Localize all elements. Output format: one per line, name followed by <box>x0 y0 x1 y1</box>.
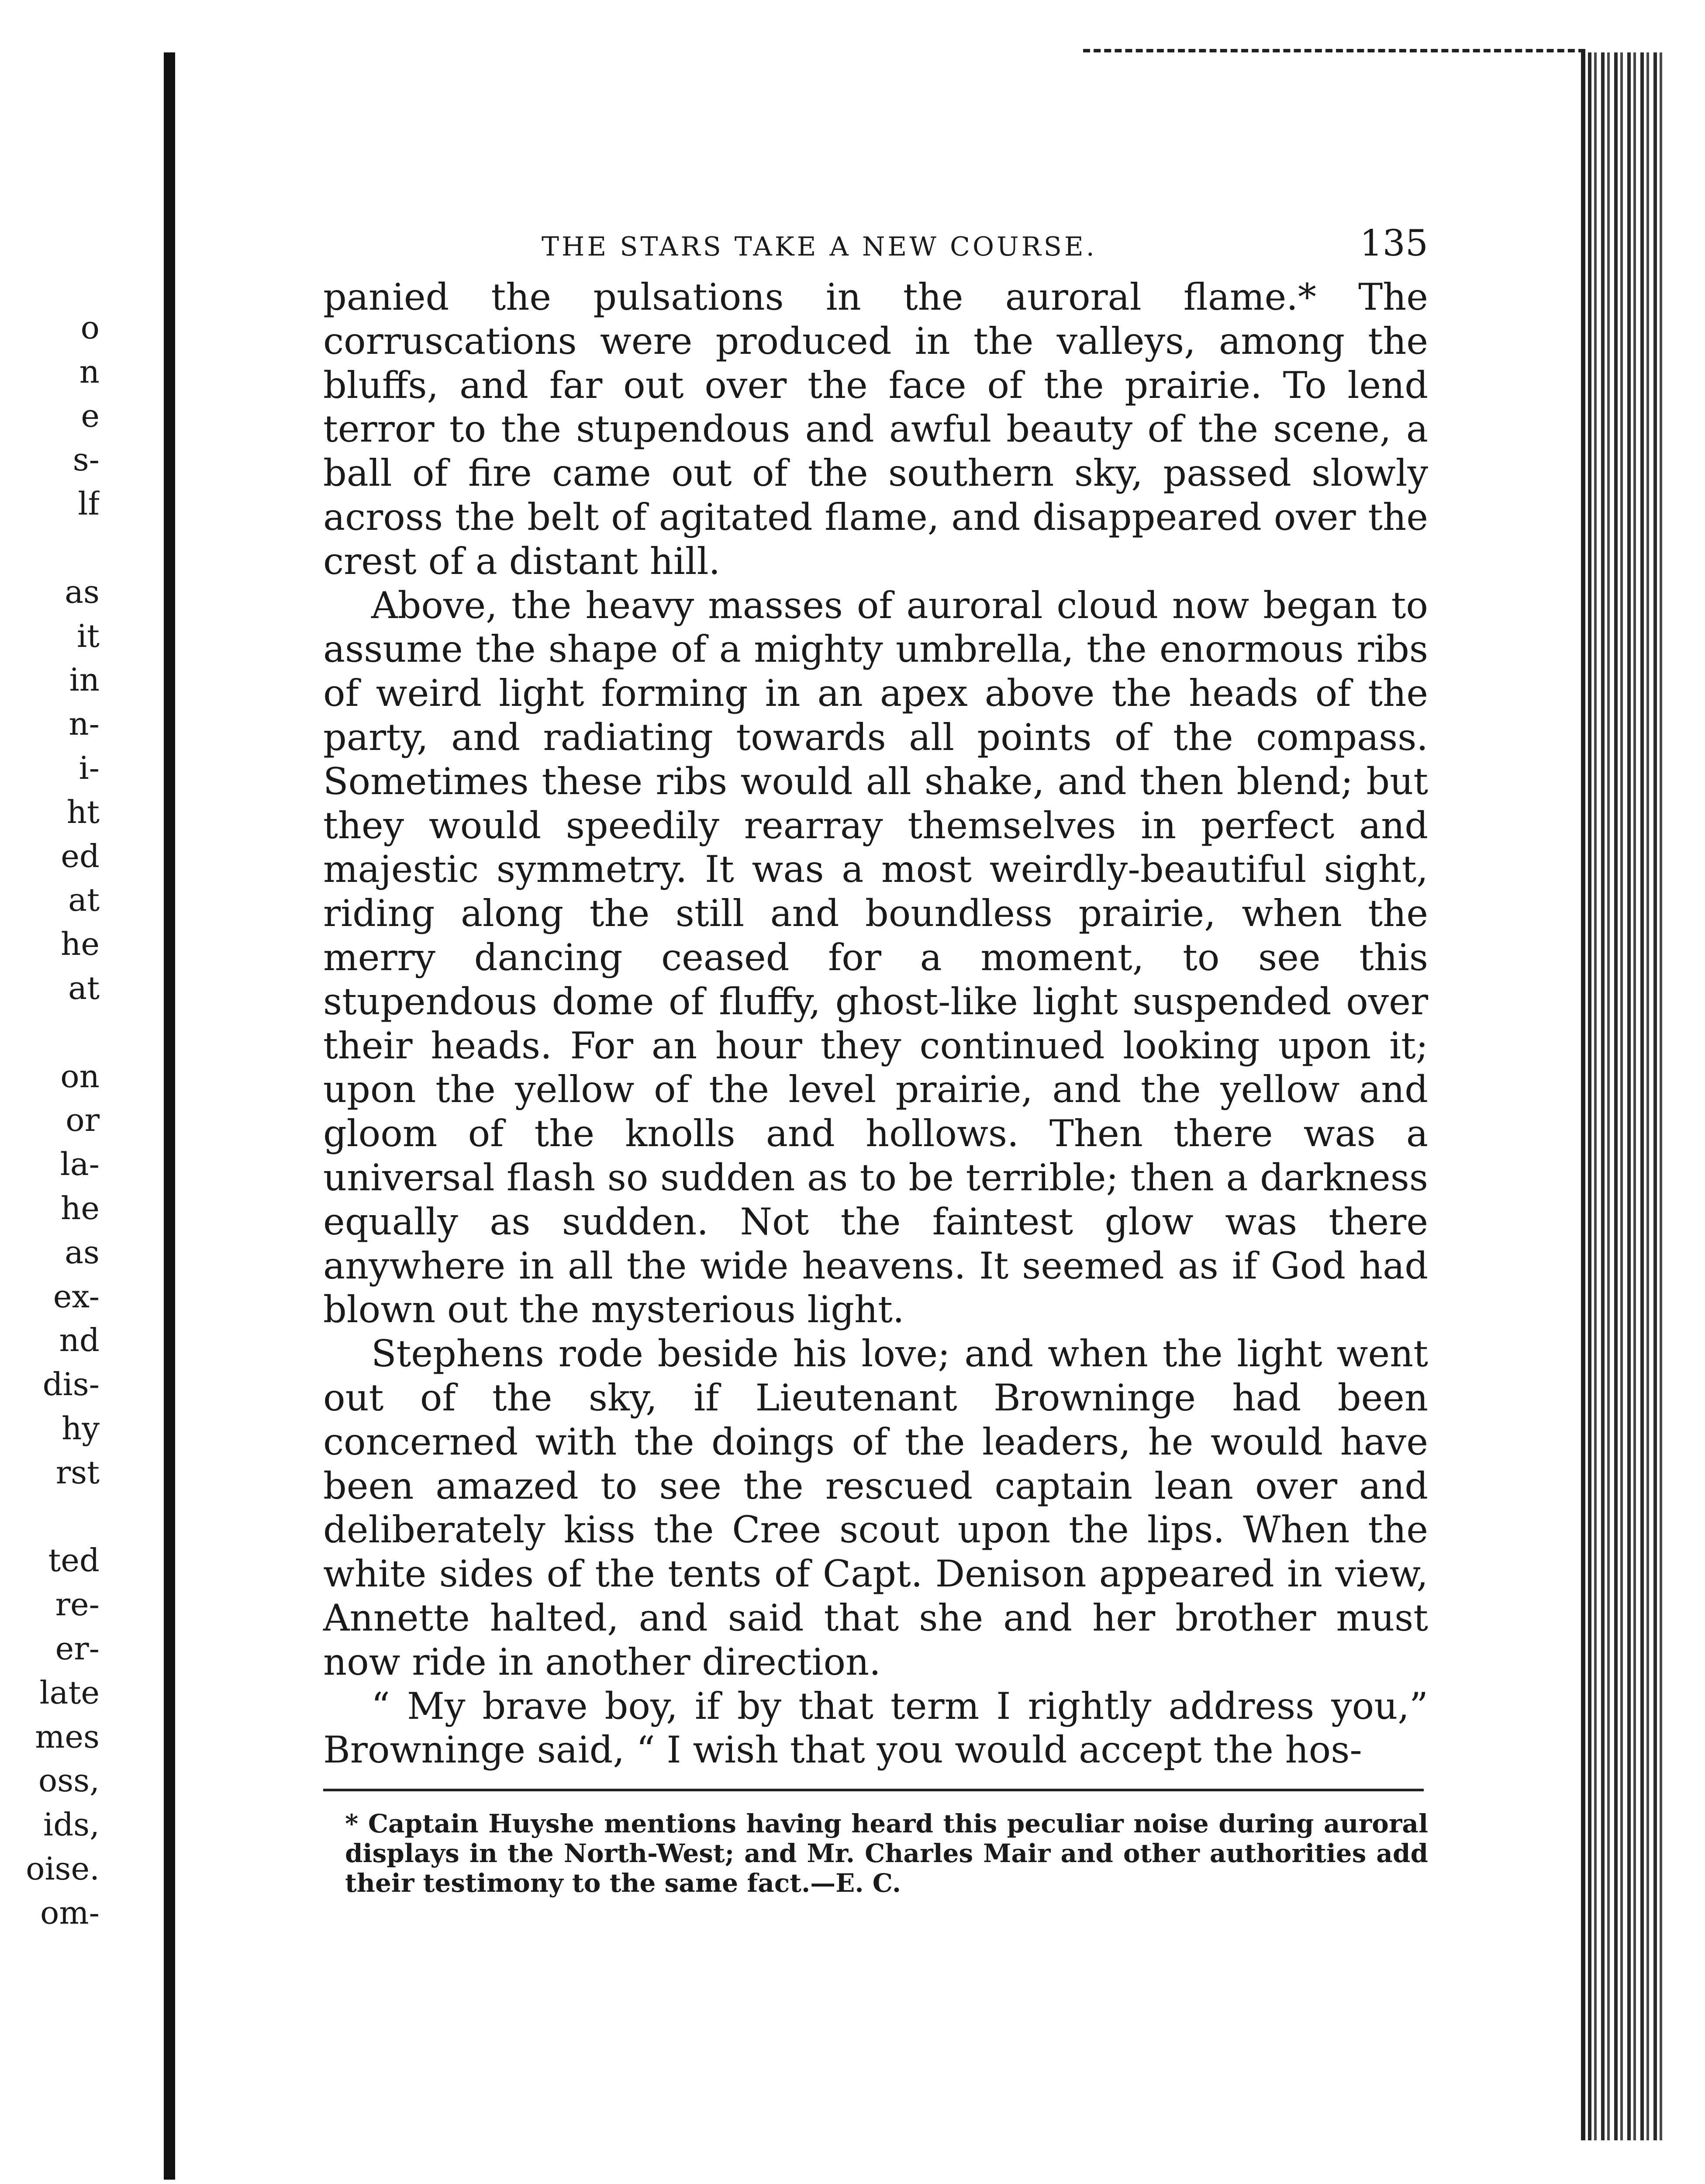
facing-page-fragment <box>8 526 100 570</box>
facing-page-fragment: nd <box>59 1322 100 1359</box>
facing-page-fragment <box>8 1495 100 1539</box>
top-edge-dashes <box>1083 49 1585 57</box>
paragraph: panied the pulsations in the auroral flame.* The corruscations were produced in the valleys, among the bluffs, and far out over the face of the prairie. To lend terror to the stupendous and awful beauty of the scene, a ball of fire came out of the southern sky, passed slowly across the belt of agitated flame, and disappeared over the crest of a distant hill. <box>323 276 1428 583</box>
facing-page-fragment: as <box>65 573 100 610</box>
facing-page-fragments <box>8 306 100 1935</box>
paragraph: Above, the heavy masses of auroral cloud now began to assume the shape of a mighty umbrella, the enormous ribs of weird light forming in an apex above the heads of the party, and radiating towards all points of the compass. Sometimes these ribs would all shake, and then blend; but they would speedily rearray themselves in perfect and majestic symmetry. It was a most weirdly-beautiful sight, riding along the still and boundless prairie, when the merry dancing ceased for a moment, to see this stupendous dome of fluffy, ghost-like light suspended over their heads. For an hour they continued looking upon it; upon the yellow of the level prairie, and the yellow and gloom of the knolls and hollows. Then there was a universal flash so sudden as to be terrible; then a darkness equally as sudden. Not the faintest glow was there anywhere in all the wide heavens. It seemed as if God had blown out the mysterious light. <box>323 584 1428 1331</box>
right-page-edge <box>1588 52 1662 2140</box>
footnote: * Captain Huyshe mentions having heard this peculiar noise during auroral displays in the North-West; and Mr. Charles Mair and other authorities add their testimony to the same fact.—E. C. <box>345 1809 1428 1898</box>
facing-page-fragment: ids, <box>43 1806 100 1843</box>
running-head <box>323 218 1428 275</box>
facing-page-fragment: n <box>79 353 100 390</box>
facing-page-fragment: it <box>77 617 100 654</box>
paragraph: “ My brave boy, if by that term I rightly address you,” Browninge said, “ I wish that you would accept the hos- <box>323 1684 1428 1772</box>
running-title: THE STARS TAKE A NEW COURSE. <box>542 232 1097 262</box>
facing-page-fragment: s- <box>72 441 100 478</box>
facing-page-fragment: as <box>65 1234 100 1271</box>
facing-page-fragment: re- <box>55 1586 100 1623</box>
facing-page-fragment: he <box>61 926 100 963</box>
facing-page-fragment: at <box>68 881 100 919</box>
facing-page-fragment: in <box>69 661 100 698</box>
body-text <box>323 275 1428 1772</box>
binding-gutter <box>164 52 175 2180</box>
facing-page-fragment: oss, <box>38 1762 100 1799</box>
facing-page-fragment: rst <box>55 1454 100 1491</box>
facing-page-fragment: ht <box>66 793 100 830</box>
facing-page-fragment: oise. <box>26 1850 100 1887</box>
facing-page-fragment: om- <box>40 1894 100 1931</box>
facing-page-fragment: o <box>80 309 100 346</box>
facing-page-fragment: he <box>61 1189 100 1227</box>
facing-page-fragment: mes <box>35 1718 100 1755</box>
facing-page-fragment: or <box>66 1102 100 1139</box>
facing-page-fragment: i- <box>79 749 100 786</box>
facing-page-fragment: er- <box>55 1630 100 1667</box>
facing-page-fragment: ted <box>48 1542 100 1579</box>
facing-page-fragment: at <box>68 969 100 1006</box>
facing-page-fragment: ed <box>61 837 100 874</box>
facing-page-fragment: ex- <box>53 1278 100 1315</box>
facing-page-fragment <box>8 1010 100 1054</box>
facing-page-fragment: e <box>81 397 100 434</box>
page <box>323 218 1428 1898</box>
facing-page-fragment: dis- <box>42 1366 100 1403</box>
facing-page-fragment: hy <box>61 1410 100 1447</box>
facing-page-fragment: la- <box>60 1146 100 1183</box>
page-number: 135 <box>1360 223 1428 264</box>
facing-page-fragment: n- <box>69 705 100 743</box>
facing-page-fragment: on <box>60 1057 100 1095</box>
footnote-rule <box>323 1789 1424 1791</box>
paragraph: Stephens rode beside his love; and when the light went out of the sky, if Lieutenant Browninge had been concerned with the doings of the leaders, he would have been amazed to see the rescued captain lean over and deliberately kiss the Cree scout upon the lips. When the white sides of the tents of Capt. Denison appeared in view, Annette halted, and said that she and her brother must now ride in another direction. <box>323 1332 1428 1683</box>
facing-page-fragment: late <box>39 1674 100 1711</box>
facing-page-fragment: lf <box>78 485 100 522</box>
right-page-edge-line <box>1581 52 1585 2140</box>
